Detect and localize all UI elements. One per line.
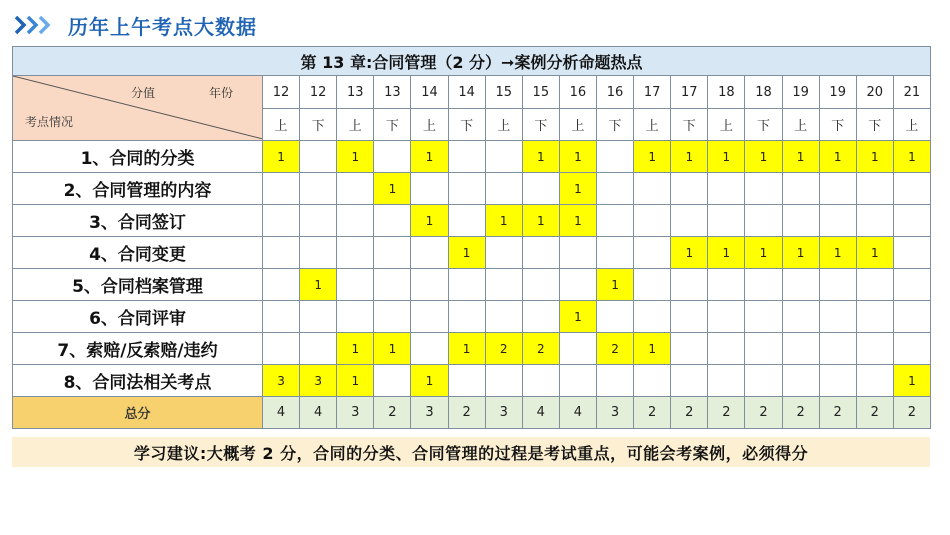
year-header: 12 — [300, 76, 337, 109]
score-cell — [782, 205, 819, 237]
score-cell: 1 — [708, 141, 745, 173]
score-cell — [893, 173, 930, 205]
score-cell: 1 — [522, 141, 559, 173]
total-cell: 2 — [374, 397, 411, 429]
score-cell: 1 — [856, 237, 893, 269]
half-header: 上 — [708, 109, 745, 141]
score-cell — [708, 205, 745, 237]
half-header: 下 — [596, 109, 633, 141]
table-row — [13, 269, 931, 301]
score-cell — [300, 141, 337, 173]
score-cell: 1 — [893, 141, 930, 173]
score-cell: 1 — [671, 237, 708, 269]
score-cell — [522, 237, 559, 269]
score-cell: 1 — [411, 365, 448, 397]
topic-frequency-table — [12, 46, 931, 429]
score-cell — [448, 269, 485, 301]
year-header: 14 — [411, 76, 448, 109]
score-cell — [596, 301, 633, 333]
half-header: 上 — [337, 109, 374, 141]
chapter-row — [13, 47, 931, 76]
score-cell — [671, 301, 708, 333]
score-cell: 1 — [708, 237, 745, 269]
score-cell — [819, 173, 856, 205]
half-header: 下 — [374, 109, 411, 141]
score-cell: 1 — [634, 141, 671, 173]
topic-label: 4、合同变更 — [13, 237, 263, 269]
score-cell — [263, 301, 300, 333]
score-cell — [300, 205, 337, 237]
score-cell — [893, 205, 930, 237]
half-header: 上 — [782, 109, 819, 141]
score-cell — [596, 365, 633, 397]
score-cell — [819, 301, 856, 333]
total-cell: 3 — [411, 397, 448, 429]
score-cell — [522, 365, 559, 397]
table-row — [13, 333, 931, 365]
score-cell — [263, 205, 300, 237]
score-cell — [745, 365, 782, 397]
score-cell — [337, 173, 374, 205]
total-cell: 2 — [893, 397, 930, 429]
half-header: 下 — [745, 109, 782, 141]
score-cell — [856, 365, 893, 397]
score-cell: 1 — [559, 301, 596, 333]
score-cell — [263, 269, 300, 301]
score-cell: 1 — [634, 333, 671, 365]
score-cell: 3 — [263, 365, 300, 397]
chevrons-right-icon — [14, 14, 58, 36]
score-cell — [671, 365, 708, 397]
table-row — [13, 301, 931, 333]
score-cell: 1 — [782, 237, 819, 269]
score-cell — [634, 205, 671, 237]
score-cell — [671, 333, 708, 365]
score-cell — [782, 301, 819, 333]
half-header: 下 — [819, 109, 856, 141]
score-cell: 2 — [485, 333, 522, 365]
score-cell — [782, 173, 819, 205]
score-cell — [596, 173, 633, 205]
score-cell — [300, 333, 337, 365]
year-header: 14 — [448, 76, 485, 109]
total-cell: 2 — [708, 397, 745, 429]
total-cell: 2 — [745, 397, 782, 429]
score-cell — [448, 301, 485, 333]
half-header: 上 — [411, 109, 448, 141]
value-label: 分值 — [131, 86, 156, 100]
year-header: 18 — [745, 76, 782, 109]
score-cell — [819, 205, 856, 237]
total-cell: 3 — [596, 397, 633, 429]
score-cell — [411, 173, 448, 205]
year-header: 17 — [671, 76, 708, 109]
score-cell: 1 — [559, 205, 596, 237]
score-cell — [634, 301, 671, 333]
score-cell — [634, 173, 671, 205]
score-cell: 1 — [411, 141, 448, 173]
year-header: 15 — [485, 76, 522, 109]
score-cell: 1 — [893, 365, 930, 397]
score-cell: 2 — [522, 333, 559, 365]
score-cell — [485, 237, 522, 269]
half-header: 下 — [448, 109, 485, 141]
score-cell: 1 — [337, 333, 374, 365]
score-cell — [485, 141, 522, 173]
score-cell — [856, 269, 893, 301]
topic-label: 8、合同法相关考点 — [13, 365, 263, 397]
score-cell — [300, 173, 337, 205]
score-cell — [411, 333, 448, 365]
score-cell — [634, 237, 671, 269]
score-cell — [856, 173, 893, 205]
total-cell: 2 — [448, 397, 485, 429]
year-header: 16 — [559, 76, 596, 109]
score-cell — [374, 365, 411, 397]
score-cell: 1 — [374, 333, 411, 365]
score-cell: 1 — [856, 141, 893, 173]
score-cell: 1 — [337, 365, 374, 397]
year-label: 年份 — [209, 86, 234, 100]
page-title: 历年上午考点大数据 — [68, 14, 257, 39]
score-cell: 1 — [300, 269, 337, 301]
score-cell: 1 — [596, 269, 633, 301]
score-cell — [671, 205, 708, 237]
score-cell: 1 — [448, 237, 485, 269]
score-cell — [263, 333, 300, 365]
score-cell — [782, 333, 819, 365]
half-header: 上 — [559, 109, 596, 141]
score-cell — [708, 365, 745, 397]
score-cell — [448, 141, 485, 173]
year-header: 18 — [708, 76, 745, 109]
score-cell — [522, 269, 559, 301]
score-cell: 1 — [819, 237, 856, 269]
score-cell — [485, 269, 522, 301]
score-cell: 1 — [448, 333, 485, 365]
score-cell — [671, 173, 708, 205]
score-cell — [337, 301, 374, 333]
half-header: 上 — [893, 109, 930, 141]
total-cell: 4 — [300, 397, 337, 429]
topic-label: 2、合同管理的内容 — [13, 173, 263, 205]
table-row — [13, 205, 931, 237]
corner-header — [13, 76, 263, 141]
score-cell: 1 — [559, 141, 596, 173]
half-header: 上 — [634, 109, 671, 141]
score-cell — [485, 173, 522, 205]
year-header: 13 — [337, 76, 374, 109]
score-cell — [634, 269, 671, 301]
year-header: 21 — [893, 76, 930, 109]
total-label: 总分 — [13, 397, 263, 429]
score-cell — [745, 269, 782, 301]
score-cell — [337, 237, 374, 269]
table-row — [13, 173, 931, 205]
topic-label: 7、索赔/反索赔/违约 — [13, 333, 263, 365]
score-cell — [708, 173, 745, 205]
total-cell: 2 — [782, 397, 819, 429]
score-cell: 1 — [671, 141, 708, 173]
score-cell — [782, 365, 819, 397]
year-header: 12 — [263, 76, 300, 109]
score-cell — [448, 205, 485, 237]
score-cell — [782, 269, 819, 301]
half-header: 下 — [671, 109, 708, 141]
score-cell — [559, 237, 596, 269]
score-cell — [263, 173, 300, 205]
table-row — [13, 141, 931, 173]
score-cell — [522, 301, 559, 333]
score-cell: 1 — [337, 141, 374, 173]
score-cell: 1 — [819, 141, 856, 173]
score-cell — [893, 333, 930, 365]
score-cell — [708, 333, 745, 365]
score-cell: 1 — [411, 205, 448, 237]
total-cell: 3 — [337, 397, 374, 429]
score-cell — [263, 237, 300, 269]
year-header: 19 — [819, 76, 856, 109]
topic-label: 5、合同档案管理 — [13, 269, 263, 301]
score-cell — [559, 269, 596, 301]
score-cell — [522, 173, 559, 205]
score-cell — [745, 301, 782, 333]
score-cell — [374, 205, 411, 237]
table-row — [13, 237, 931, 269]
total-cell: 4 — [263, 397, 300, 429]
half-header: 下 — [300, 109, 337, 141]
total-row — [13, 397, 931, 429]
score-cell — [411, 301, 448, 333]
total-cell: 2 — [856, 397, 893, 429]
score-cell — [856, 205, 893, 237]
score-cell: 1 — [263, 141, 300, 173]
topic-label: 1、合同的分类 — [13, 141, 263, 173]
score-cell — [819, 365, 856, 397]
score-cell — [634, 365, 671, 397]
score-cell — [856, 333, 893, 365]
half-header: 上 — [263, 109, 300, 141]
half-header: 下 — [522, 109, 559, 141]
score-cell: 1 — [522, 205, 559, 237]
score-cell — [596, 141, 633, 173]
score-cell — [708, 301, 745, 333]
score-cell — [300, 237, 337, 269]
score-cell — [893, 301, 930, 333]
half-header: 下 — [856, 109, 893, 141]
score-cell — [559, 333, 596, 365]
score-cell — [448, 173, 485, 205]
score-cell: 1 — [745, 237, 782, 269]
table-row — [13, 365, 931, 397]
score-cell — [374, 269, 411, 301]
score-cell — [485, 365, 522, 397]
score-cell — [337, 205, 374, 237]
total-cell: 2 — [671, 397, 708, 429]
score-cell — [337, 269, 374, 301]
score-cell — [559, 365, 596, 397]
chapter-title: 第 13 章:合同管理（2 分）➞案例分析命题热点 — [13, 47, 931, 76]
score-cell — [893, 269, 930, 301]
year-header: 19 — [782, 76, 819, 109]
topic-label: 6、合同评审 — [13, 301, 263, 333]
score-cell — [374, 301, 411, 333]
score-cell — [708, 269, 745, 301]
total-cell: 2 — [819, 397, 856, 429]
total-cell: 2 — [634, 397, 671, 429]
score-cell: 1 — [745, 141, 782, 173]
score-cell — [819, 269, 856, 301]
score-cell: 1 — [374, 173, 411, 205]
score-cell — [745, 173, 782, 205]
score-cell — [893, 237, 930, 269]
score-cell — [300, 301, 337, 333]
score-cell — [374, 237, 411, 269]
topic-label: 考点情况 — [25, 115, 74, 129]
page-header — [14, 10, 257, 40]
total-cell: 4 — [559, 397, 596, 429]
score-cell — [411, 269, 448, 301]
score-cell — [448, 365, 485, 397]
score-cell — [596, 237, 633, 269]
score-cell — [819, 333, 856, 365]
half-header: 上 — [485, 109, 522, 141]
year-header-row — [13, 76, 931, 109]
score-cell — [411, 237, 448, 269]
score-cell: 2 — [596, 333, 633, 365]
score-cell — [596, 205, 633, 237]
score-cell: 3 — [300, 365, 337, 397]
total-cell: 4 — [522, 397, 559, 429]
year-header: 15 — [522, 76, 559, 109]
score-cell: 1 — [485, 205, 522, 237]
score-cell — [485, 301, 522, 333]
score-cell — [856, 301, 893, 333]
score-cell — [745, 333, 782, 365]
score-cell — [374, 141, 411, 173]
score-cell: 1 — [782, 141, 819, 173]
score-cell: 1 — [559, 173, 596, 205]
score-cell — [745, 205, 782, 237]
year-header: 16 — [596, 76, 633, 109]
study-advice: 学习建议:大概考 2 分，合同的分类、合同管理的过程是考试重点，可能会考案例，必须得分 — [12, 437, 930, 467]
year-header: 13 — [374, 76, 411, 109]
topic-label: 3、合同签订 — [13, 205, 263, 237]
total-cell: 3 — [485, 397, 522, 429]
score-cell — [671, 269, 708, 301]
year-header: 17 — [634, 76, 671, 109]
year-header: 20 — [856, 76, 893, 109]
